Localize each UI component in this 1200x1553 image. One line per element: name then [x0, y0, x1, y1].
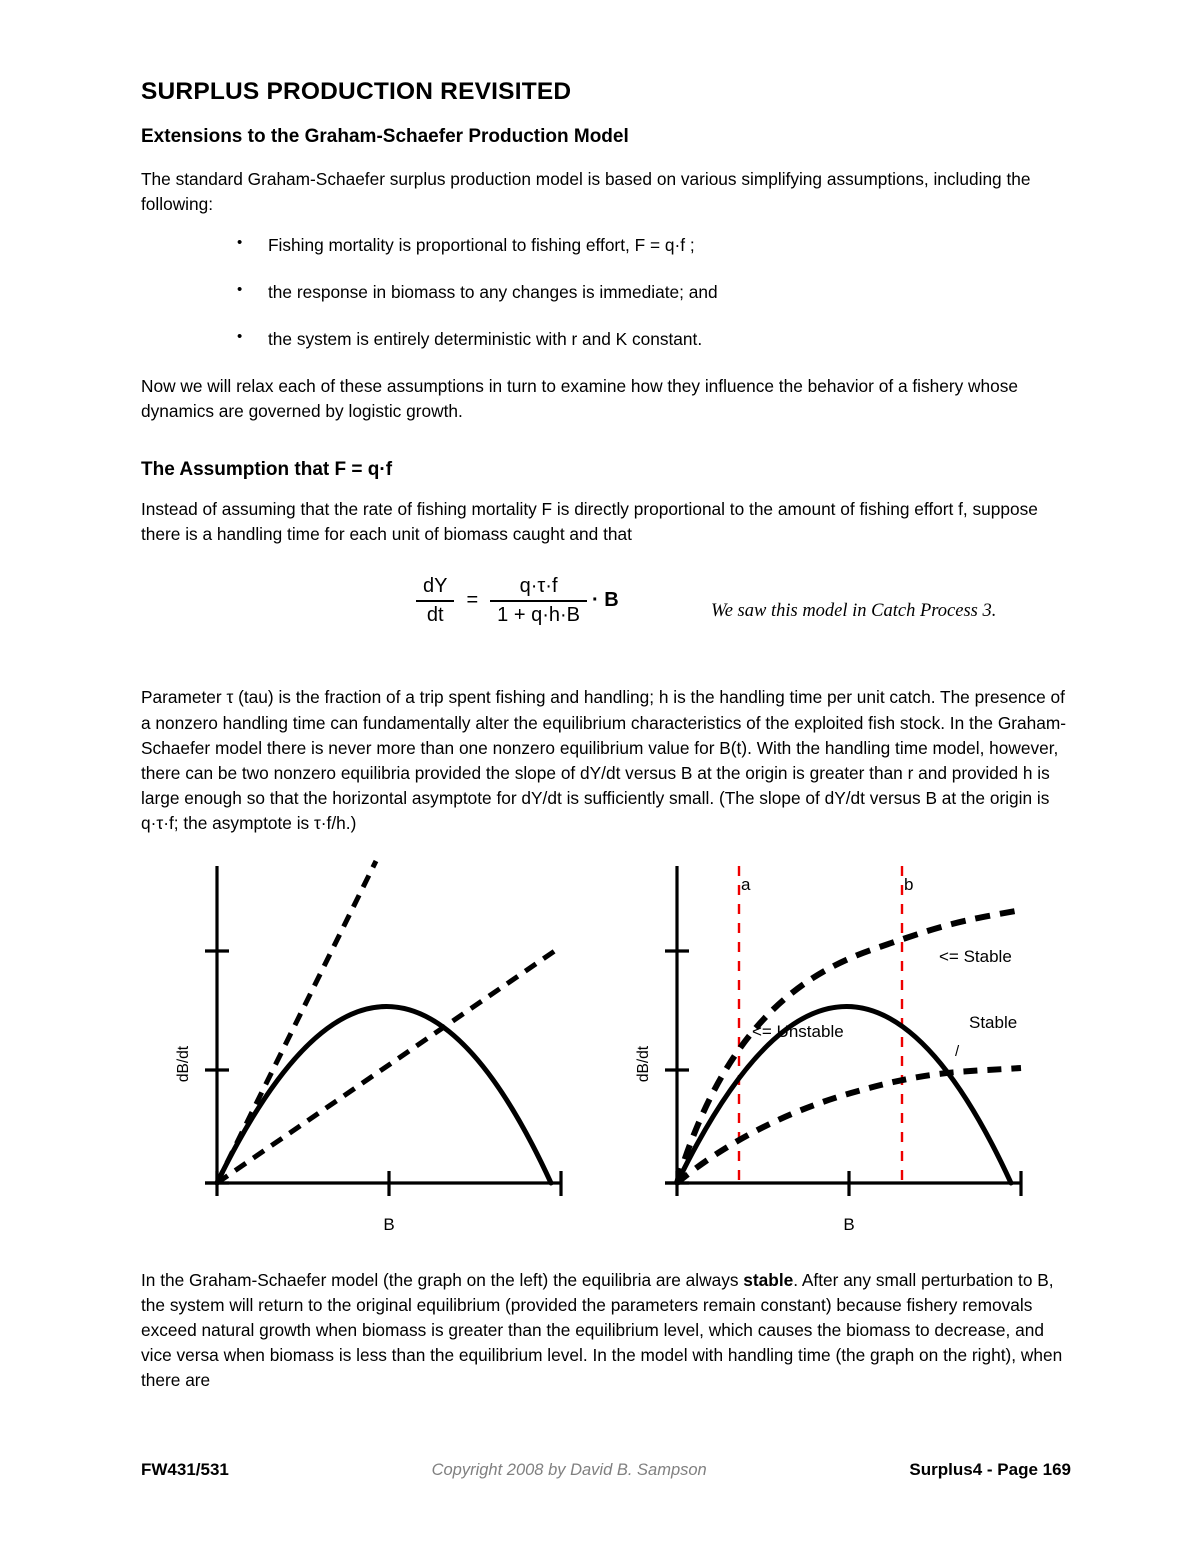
intro-paragraph: The standard Graham-Schaefer surplus production model is based on various simplifying assumptions, including the following:	[141, 168, 1031, 215]
parameter-explanation-paragraph: Parameter τ (tau) is the fraction of a trip spent fishing and handling; h is the handling time per unit catch. The presence of a nonzero handling time can fundamentally alter the equilibrium characteristics of the exploited fish stock. In the Graham-Schaefer model there is never more than one nonzero equilibrium value for B(t). With the handling time model, however, there can be two nonzero equilibria provided the slope of dY/dt versus B at the origin is greater than r and provided h is large enough so that the horizontal asymptote for dY/dt is sufficiently small. (The slope of dY/dt versus B at the origin is q·τ·f; the asymptote is τ·f/h.)	[141, 687, 1067, 833]
footer-page-number: Surplus4 - Page 169	[909, 1460, 1071, 1479]
list-item	[141, 327, 1071, 352]
page-footer	[141, 1460, 1071, 1480]
equilibrium-label-a: a	[741, 874, 751, 894]
footer-copyright: Copyright 2008 by David B. Sampson	[431, 1461, 707, 1479]
graham-schaefer-chart	[161, 858, 591, 1258]
removals-line-low-effort	[217, 948, 559, 1183]
equation-side-note: We saw this model in Catch Process 3.	[711, 601, 997, 622]
removals-line-high-effort	[217, 861, 376, 1183]
equation-lhs-numerator: dY	[423, 575, 448, 598]
annotation-unstable: <= Unstable	[752, 1021, 844, 1041]
assumptions-list	[141, 233, 1071, 352]
section-heading-extensions: Extensions to the Graham-Schaefer Production Model	[141, 126, 629, 148]
annotation-stable-upper: <= Stable	[939, 946, 1012, 966]
assumption-text: Fishing mortality is proportional to fishing effort, F = q·f ;	[268, 235, 695, 256]
list-item	[141, 233, 1071, 258]
relax-assumptions-paragraph: Now we will relax each of these assumptions in turn to examine how they influence the behavior of a fishery whose dynamics are governed by logistic growth.	[141, 376, 1019, 422]
assumption-text: the system is entirely deterministic with r and K constant.	[268, 329, 703, 350]
x-axis-label: B	[383, 1214, 395, 1234]
annotation-pointer-slash: /	[955, 1042, 960, 1060]
list-item	[141, 280, 1071, 305]
equation-multiplier: · B	[591, 589, 619, 612]
bullet-icon: •	[237, 234, 243, 252]
emphasis-stable: stable	[743, 1269, 794, 1290]
surplus-production-curve	[217, 1006, 551, 1183]
equation-rhs-numerator: q·τ·f	[519, 575, 558, 598]
figures-container	[141, 858, 1071, 1258]
handling-time-chart	[621, 858, 1051, 1258]
equation-rhs-denominator: 1 + q·h·B	[497, 603, 580, 626]
figure-graham-schaefer	[161, 858, 591, 1258]
footer-course-code: FW431/531	[141, 1460, 229, 1479]
y-axis-label: dB/dt	[635, 1045, 652, 1083]
figure-handling-time	[621, 858, 1051, 1258]
removals-curve-low-effort	[677, 1068, 1021, 1183]
equilibrium-label-b: b	[904, 874, 914, 894]
surplus-production-curve	[677, 1006, 1011, 1183]
annotation-stable-lower: Stable	[969, 1012, 1018, 1032]
equals-sign: =	[466, 589, 479, 612]
bullet-icon: •	[237, 328, 243, 346]
page-title: SURPLUS PRODUCTION REVISITED	[141, 78, 572, 105]
document-content	[141, 78, 1071, 1407]
assumption-text: the response in biomass to any changes is immediate; and	[268, 282, 718, 303]
handling-time-intro-paragraph: Instead of assuming that the rate of fishing mortality F is directly proportional to the amount of fishing effort f, suppose there is a handling time for each unit of biomass caught and that	[141, 499, 1038, 545]
equation-lhs-fraction	[416, 575, 454, 626]
x-axis-label: B	[843, 1214, 855, 1234]
stability-discussion-paragraph: In the Graham-Schaefer model (the graph on the left) the equilibria are always stable. After any small perturbation to B, the system will return to the original equilibrium (provided the parameters remain constant) because fishery removals exceed natural growth when biomass is greater than the equilibrium level, which causes the biomass to decrease, and vice versa when biomass is less than the equilibrium level. In the model with handling time (the graph on the right), when there are	[141, 1269, 1063, 1391]
y-axis-label: dB/dt	[175, 1045, 192, 1083]
equation-lhs-denominator: dt	[426, 603, 444, 626]
bullet-icon: •	[237, 281, 243, 299]
equation-formula	[416, 575, 619, 626]
equation-block	[141, 575, 1071, 661]
equation-rhs-fraction	[490, 575, 587, 626]
section-heading-assumption-f: The Assumption that F = q·f	[141, 458, 393, 480]
